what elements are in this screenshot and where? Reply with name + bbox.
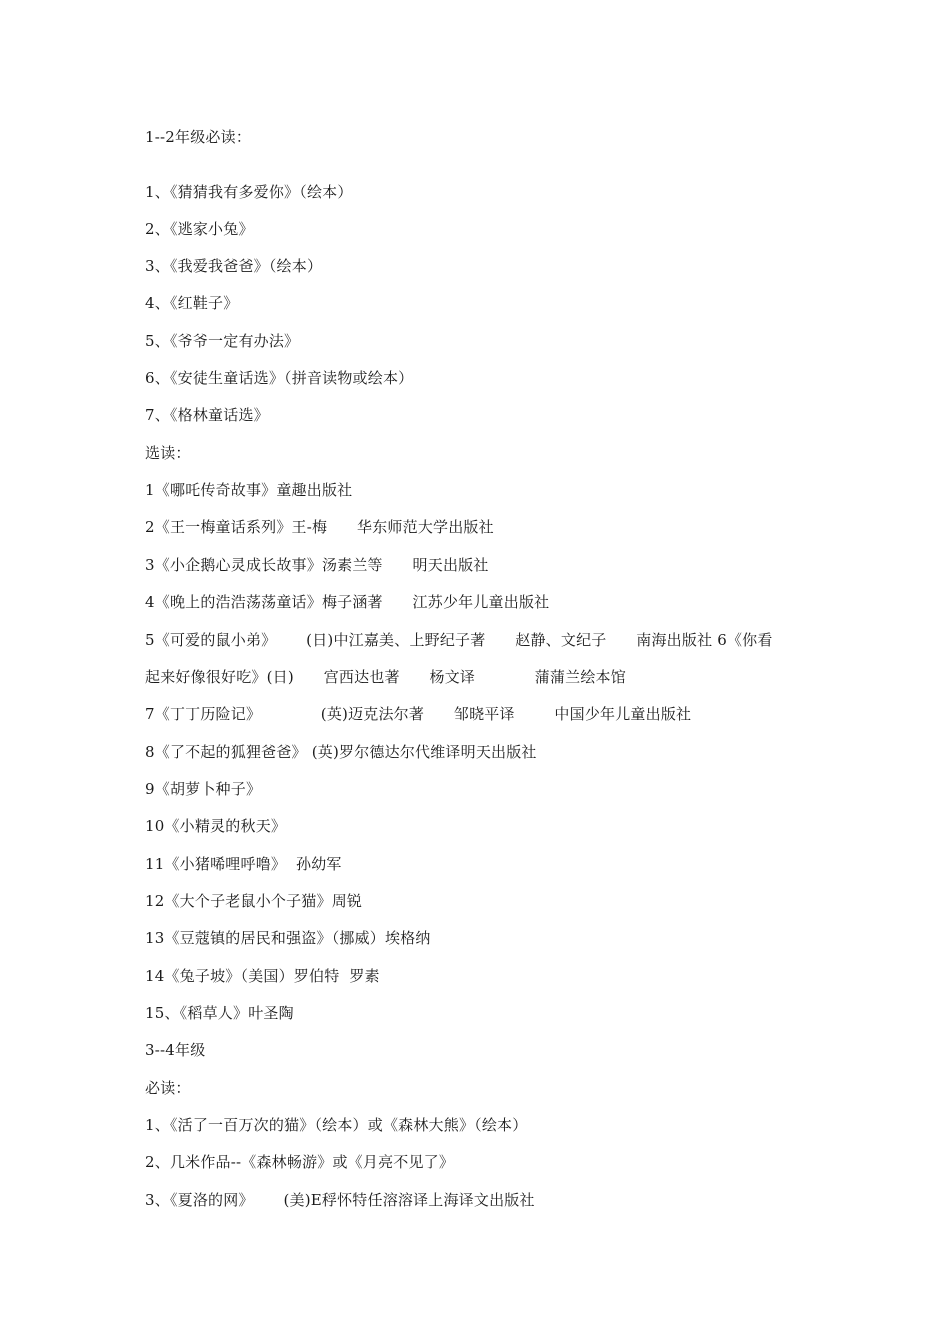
required-item-1: 1、《猜猜我有多爱你》（绘本） — [145, 183, 353, 201]
grade34-item-2: 2、几米作品--《森林畅游》或《月亮不见了》 — [145, 1153, 455, 1171]
required-item-3: 3、《我爱我爸爸》（绘本） — [145, 257, 323, 275]
optional-item-10: 10《小精灵的秋天》 — [145, 817, 287, 835]
optional-item-6-cont: 起来好像很好吃》(日) 宫西达也著 杨文译 蒲蒲兰绘本馆 — [145, 668, 626, 686]
optional-item-15: 15、《稻草人》叶圣陶 — [145, 1004, 294, 1022]
grade34-item-1: 1、《活了一百万次的猫》（绘本）或《森林大熊》（绘本） — [145, 1116, 528, 1134]
optional-item-8: 8《了不起的狐狸爸爸》 (英)罗尔德达尔代维译明天出版社 — [145, 743, 537, 761]
required-item-6: 6、《安徒生童话选》（拼音读物或绘本） — [145, 369, 414, 387]
optional-item-4: 4《晚上的浩浩荡荡童话》梅子涵著 江苏少年儿童出版社 — [145, 593, 550, 611]
heading-grade-1-2: 1--2年级必读： — [145, 128, 252, 146]
required-item-5: 5、《爷爷一定有办法》 — [145, 332, 300, 350]
optional-item-14: 14《兔子坡》（美国）罗伯特 罗素 — [145, 967, 380, 985]
grade34-item-3: 3、《夏洛的网》 (美)E稃怀特任溶溶译上海译文出版社 — [145, 1191, 535, 1209]
optional-item-11: 11《小猪唏哩呼噜》 孙幼军 — [145, 855, 342, 873]
optional-item-12: 12《大个子老鼠小个子猫》周锐 — [145, 892, 363, 910]
required-item-2: 2、《逃家小兔》 — [145, 220, 254, 238]
heading-required: 必读： — [145, 1079, 191, 1097]
required-item-7: 7、《格林童话选》 — [145, 406, 269, 424]
optional-item-13: 13《豆蔻镇的居民和强盗》（挪威）埃格纳 — [145, 929, 431, 947]
optional-item-5-6: 5《可爱的鼠小弟》 (日)中江嘉美、上野纪子著 赵静、文纪子 南海出版社 6《你看 — [145, 631, 773, 649]
required-item-4: 4、《红鞋子》 — [145, 294, 239, 312]
optional-item-3: 3《小企鹅心灵成长故事》汤素兰等 明天出版社 — [145, 556, 489, 574]
optional-item-9: 9《胡萝卜种子》 — [145, 780, 262, 798]
heading-optional: 选读： — [145, 444, 191, 462]
heading-grade-3-4: 3--4年级 — [145, 1041, 206, 1059]
optional-item-7: 7《丁丁历险记》 (英)迈克法尔著 邹晓平译 中国少年儿童出版社 — [145, 705, 692, 723]
optional-item-2: 2《王一梅童话系列》王-梅 华东师范大学出版社 — [145, 518, 494, 536]
optional-item-1: 1《哪吒传奇故事》童趣出版社 — [145, 481, 353, 499]
